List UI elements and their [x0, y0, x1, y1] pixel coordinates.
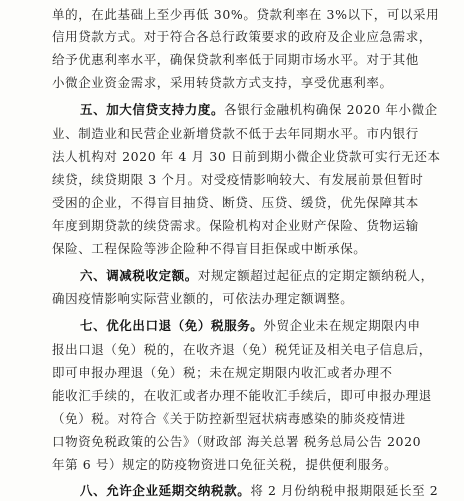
- line-text: 信用贷款方式。对于符合各总行政策要求的政府及企业应急需求，: [52, 29, 432, 44]
- line-text: 保险、工程保险等涉企险种不得盲目拒保或中断承保。: [52, 241, 367, 256]
- text-line: [52, 242, 366, 256]
- text-line: [80, 319, 421, 333]
- line-text: 续贷，续贷期限 3 个月。对受疫情影响较大、有发展前景但暂时: [52, 172, 424, 187]
- line-text: 报出口退（免）税的，在收齐退（免）税凭证及相关电子信息后，: [52, 342, 432, 357]
- line-text: 小微企业资金需求，采用转贷款方式支持，享受优惠利率。: [52, 75, 393, 90]
- line-text: 将 2 月份纳税申报期限延长至 2: [250, 483, 439, 498]
- line-text: 年度到期贷款的续贷需求。保险机构对企业财产保险、货物运输: [52, 218, 419, 233]
- text-line: [52, 458, 397, 472]
- line-text: 外贸企业未在规定期限内申: [263, 318, 421, 333]
- text-line: [52, 366, 393, 380]
- line-text: 各银行金融机构确保 2020 年小微企: [224, 102, 438, 117]
- text-line: [52, 30, 432, 44]
- text-line: [52, 127, 419, 141]
- line-text: 即可申报办理退（免）税；未在规定期限内收汇或者办理不: [52, 365, 393, 380]
- text-line: [52, 412, 406, 426]
- line-text: 确因疫情影响实际营业额的，可依法办理定额调整。: [52, 291, 354, 306]
- line-text: 年第 6 号）规定的防疫物资进口免征关税，提供便利服务。: [52, 457, 398, 472]
- text-line: [52, 76, 393, 90]
- text-line: [52, 173, 423, 187]
- text-line: [52, 219, 419, 233]
- text-line: [52, 292, 353, 306]
- text-line: [80, 269, 434, 283]
- text-line: [80, 103, 438, 117]
- text-line: [80, 484, 438, 498]
- text-line: [52, 389, 432, 403]
- text-line: [52, 196, 419, 210]
- line-text: 业、制造业和民营企业新增贷款不低于去年同期水平。市内银行: [52, 126, 419, 141]
- section-heading: 七、优化出口退（免）税服务。: [80, 318, 264, 333]
- line-text: 法人机构对 2020 年 4 月 30 日前到期小微企业贷款可实行无还本: [52, 149, 441, 164]
- section-heading: 五、加大信贷支持力度。: [80, 102, 225, 117]
- text-line: [52, 8, 439, 22]
- line-text: 受困的企业，不得盲目抽贷、断贷、压贷、缓贷，优先保障其本: [52, 195, 419, 210]
- line-text: 对规定额超过起征点的定期定额纳税人，: [197, 268, 434, 283]
- line-text: 给予优惠利率水平，确保贷款利率低于同期市场水平。对于其他: [52, 52, 419, 67]
- line-text: （免）税。对符合《关于防控新型冠状病毒感染的肺炎疫情进: [52, 411, 406, 426]
- text-line: [52, 343, 432, 357]
- section-heading: 八、允许企业延期交纳税款。: [80, 483, 251, 498]
- section-heading: 六、调减税收定额。: [80, 268, 198, 283]
- line-text: 单的，在此基础上至少再低 30%。贷款利率在 3%以下，可以采用: [52, 7, 440, 22]
- text-line: [52, 53, 419, 67]
- line-text: 能收汇手续的，在收汇或者办理不能收汇手续后，即可申报办理退: [52, 388, 432, 403]
- line-text: 口物资免税政策的公告》（财政部 海关总署 税务总局公告 2020: [52, 434, 422, 449]
- text-line: [52, 435, 421, 449]
- text-line: [52, 150, 441, 164]
